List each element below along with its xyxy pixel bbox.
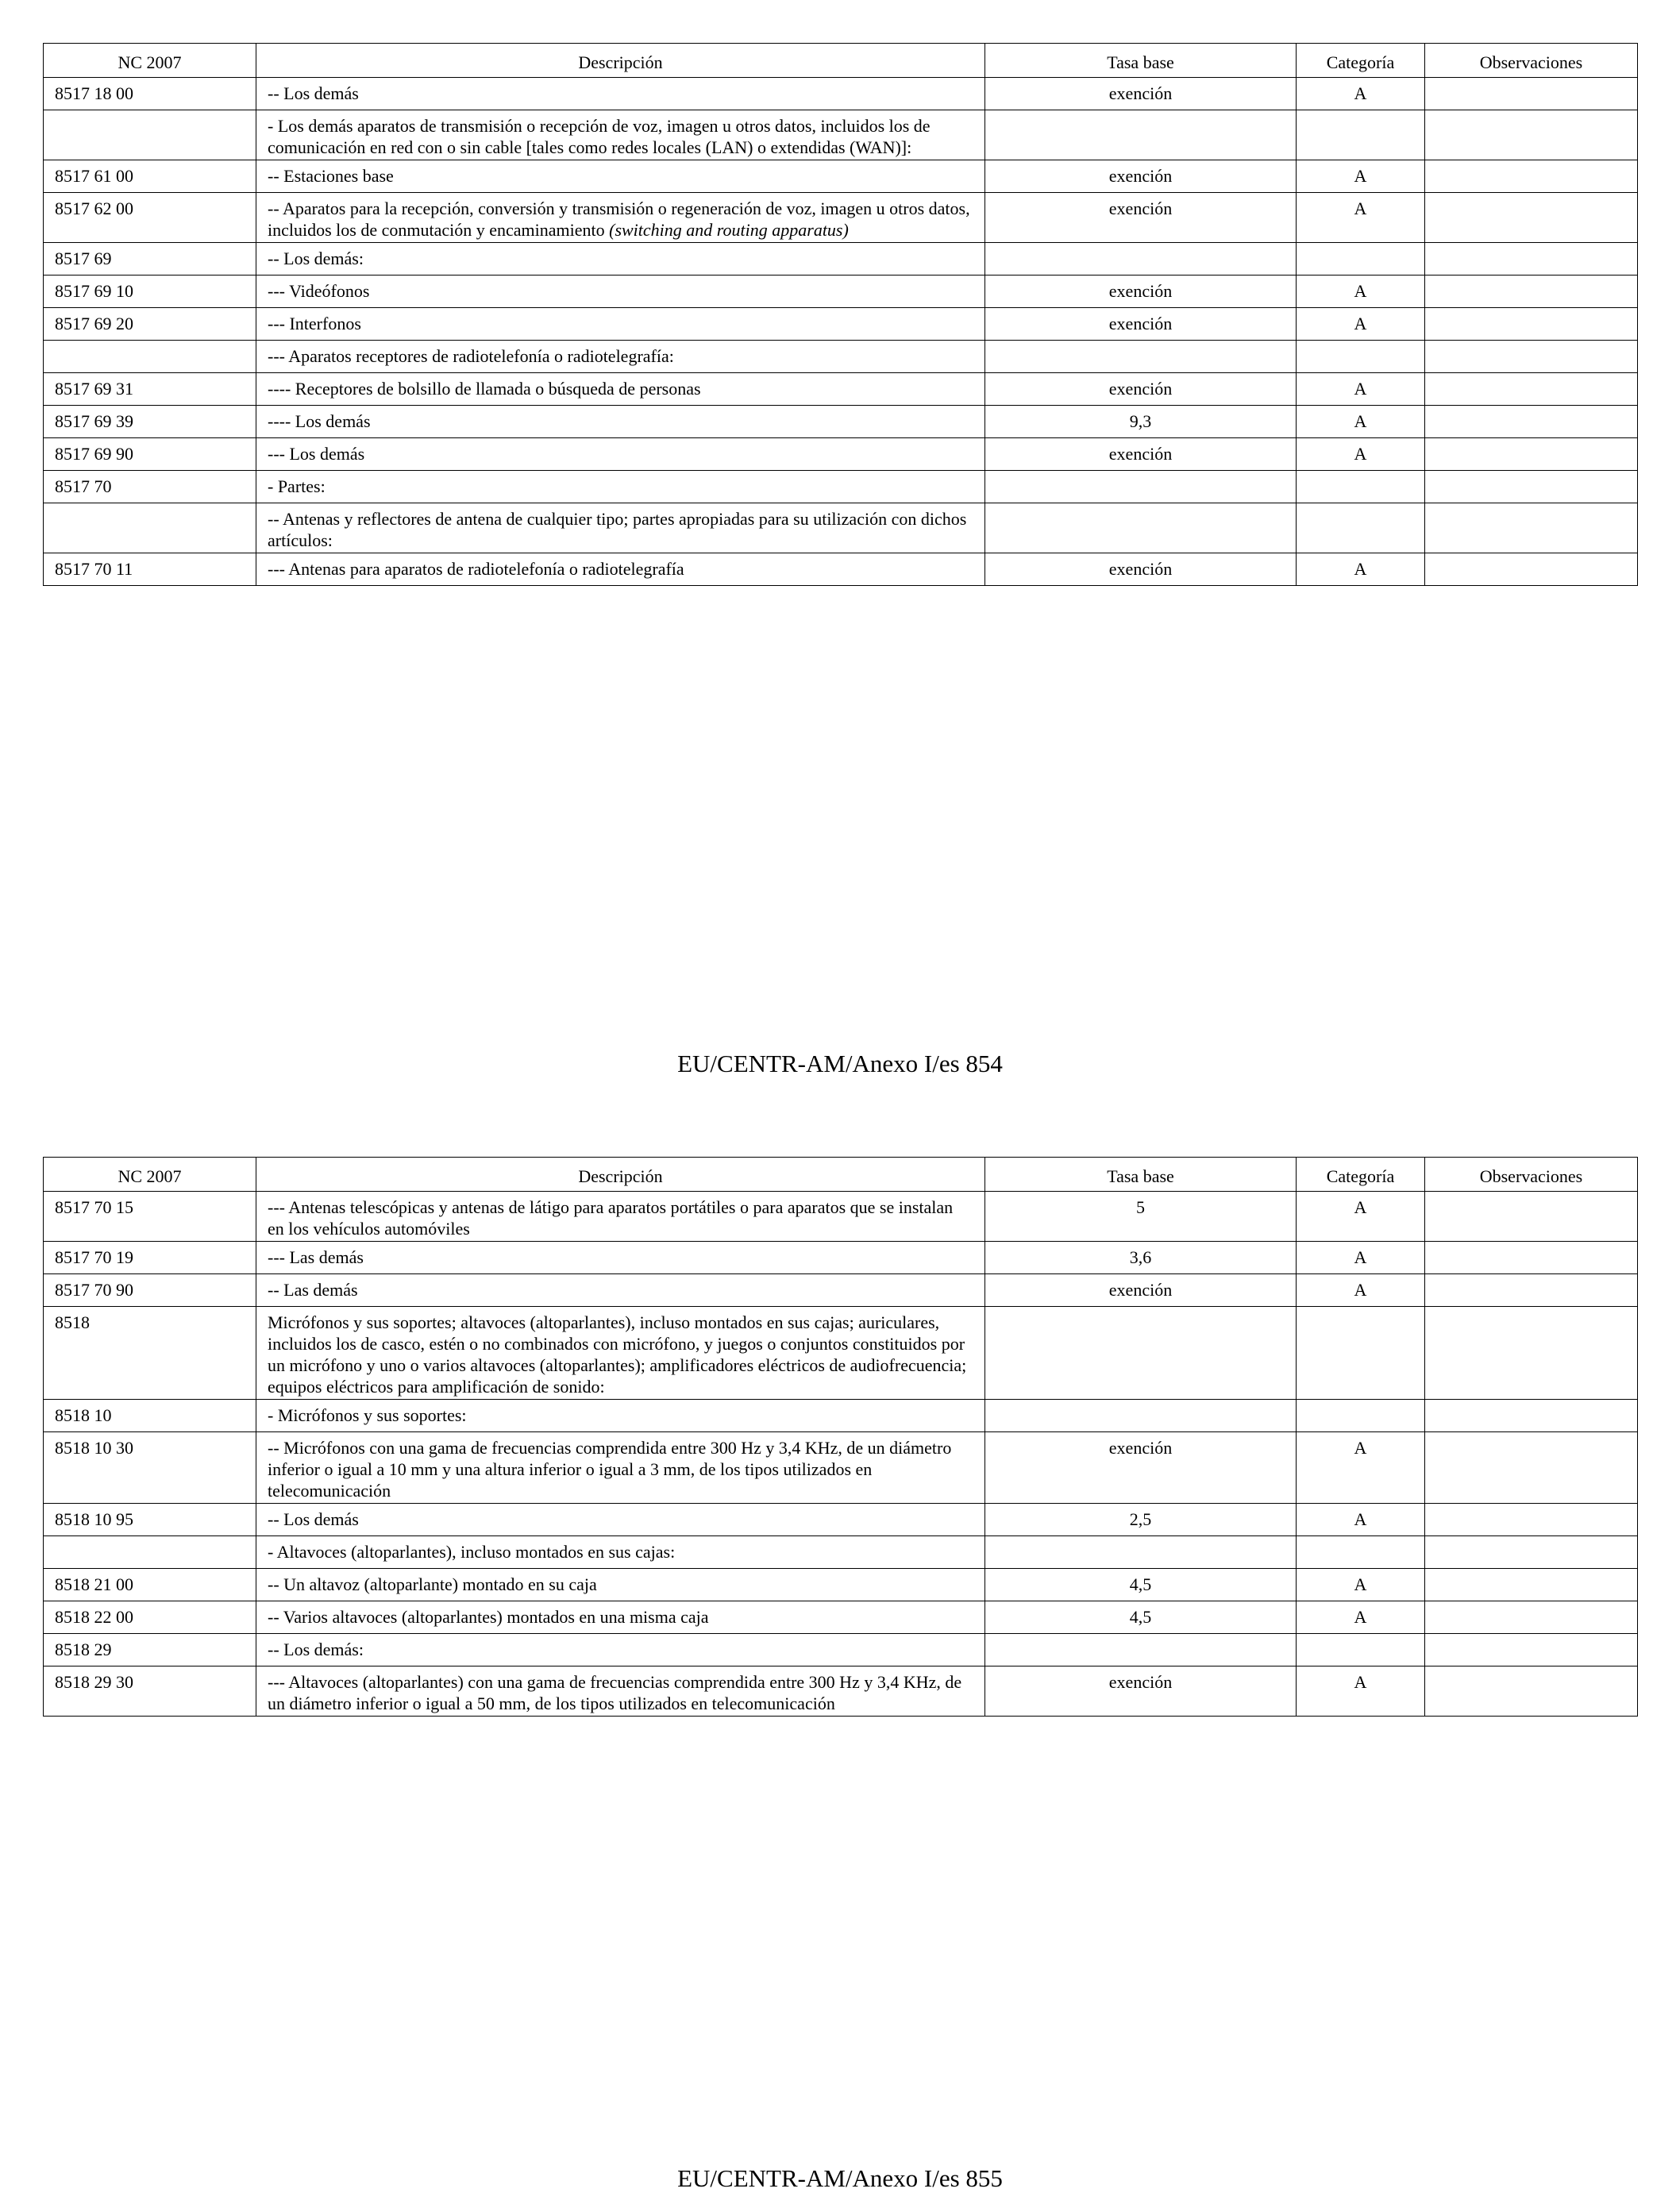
base-rate-cell: 4,5 xyxy=(985,1569,1297,1601)
description-cell: -- Antenas y reflectores de antena de cualquier tipo; partes apropiadas para su utilización con dichos artículos: xyxy=(256,503,985,553)
table-row xyxy=(44,1536,1638,1569)
observations-cell xyxy=(1425,341,1638,373)
description-cell: -- Estaciones base xyxy=(256,160,985,193)
category-cell xyxy=(1297,503,1425,553)
base-rate-cell: exención xyxy=(985,438,1297,471)
description-cell: --- Antenas para aparatos de radiotelefonía o radiotelegrafía xyxy=(256,553,985,586)
description-cell: --- Aparatos receptores de radiotelefonía o radiotelegrafía: xyxy=(256,341,985,373)
base-rate-cell xyxy=(985,110,1297,160)
description-cell: - Partes: xyxy=(256,471,985,503)
observations-cell xyxy=(1425,78,1638,110)
category-cell: A xyxy=(1297,78,1425,110)
table-row xyxy=(44,1634,1638,1666)
description-cell: -- Los demás xyxy=(256,1504,985,1536)
description-cell: -- Los demás: xyxy=(256,243,985,276)
base-rate-cell: 4,5 xyxy=(985,1601,1297,1634)
category-cell: A xyxy=(1297,1432,1425,1504)
nc-code-cell: 8517 69 90 xyxy=(44,438,256,471)
category-cell xyxy=(1297,1536,1425,1569)
base-rate-cell: 5 xyxy=(985,1192,1297,1242)
observations-cell xyxy=(1425,110,1638,160)
observations-cell xyxy=(1425,1504,1638,1536)
category-cell: A xyxy=(1297,1242,1425,1274)
category-cell xyxy=(1297,110,1425,160)
observations-cell xyxy=(1425,1601,1638,1634)
observations-cell xyxy=(1425,438,1638,471)
observations-cell xyxy=(1425,1634,1638,1666)
base-rate-cell: exención xyxy=(985,1432,1297,1504)
category-cell: A xyxy=(1297,373,1425,406)
nc-code-cell: 8518 22 00 xyxy=(44,1601,256,1634)
description-italic-text: (switching and routing apparatus) xyxy=(609,220,849,240)
table-header-row xyxy=(44,44,1638,78)
table-body xyxy=(44,1192,1638,1717)
base-rate-cell: exención xyxy=(985,1274,1297,1307)
base-rate-cell xyxy=(985,243,1297,276)
nc-code-cell: 8518 21 00 xyxy=(44,1569,256,1601)
category-cell xyxy=(1297,1634,1425,1666)
table-row xyxy=(44,193,1638,243)
observations-cell xyxy=(1425,1569,1638,1601)
nc-code-cell: 8517 69 xyxy=(44,243,256,276)
description-cell: -- Micrófonos con una gama de frecuencias comprendida entre 300 Hz y 3,4 KHz, de un diámetro inferior o igual a 10 mm y una altura inferior o igual a 3 mm, de los tipos utilizados en telecomunicación xyxy=(256,1432,985,1504)
description-cell: --- Interfonos xyxy=(256,308,985,341)
observations-cell xyxy=(1425,308,1638,341)
table-row xyxy=(44,1242,1638,1274)
observations-cell xyxy=(1425,471,1638,503)
category-cell xyxy=(1297,471,1425,503)
nc-code-cell: 8517 70 15 xyxy=(44,1192,256,1242)
nc-code-cell xyxy=(44,110,256,160)
base-rate-cell: 3,6 xyxy=(985,1242,1297,1274)
observations-cell xyxy=(1425,1666,1638,1717)
base-rate-cell xyxy=(985,503,1297,553)
observations-cell xyxy=(1425,1274,1638,1307)
nc-code-cell: 8518 29 xyxy=(44,1634,256,1666)
base-rate-cell: exención xyxy=(985,373,1297,406)
description-cell: -- Un altavoz (altoparlante) montado en su caja xyxy=(256,1569,985,1601)
nc-code-cell: 8517 69 39 xyxy=(44,406,256,438)
description-cell: Micrófonos y sus soportes; altavoces (altoparlantes), incluso montados en sus cajas; auriculares, incluidos los de casco, estén o no combinados con micrófono, y juegos o conjuntos constituidos por un micrófono y uno o varios altavoces (altoparlantes); amplificadores eléctricos de audiofrecuencia; equipos eléctricos para amplificación de sonido: xyxy=(256,1307,985,1400)
observations-cell xyxy=(1425,1242,1638,1274)
nc-code-cell: 8517 18 00 xyxy=(44,78,256,110)
table-body xyxy=(44,78,1638,586)
header-observaciones: Observaciones xyxy=(1425,44,1638,78)
category-cell xyxy=(1297,1307,1425,1400)
description-cell: -- Los demás: xyxy=(256,1634,985,1666)
description-cell xyxy=(256,193,985,243)
category-cell xyxy=(1297,1400,1425,1432)
nc-code-cell: 8518 10 30 xyxy=(44,1432,256,1504)
table-row xyxy=(44,503,1638,553)
nc-code-cell: 8517 70 19 xyxy=(44,1242,256,1274)
tariff-table-page-854 xyxy=(43,43,1638,586)
nc-code-cell xyxy=(44,503,256,553)
description-cell: --- Altavoces (altoparlantes) con una gama de frecuencias comprendida entre 300 Hz y 3,4 KHz, de un diámetro inferior o igual a 50 mm, de los tipos utilizados en telecomunicación xyxy=(256,1666,985,1717)
description-cell: ---- Receptores de bolsillo de llamada o búsqueda de personas xyxy=(256,373,985,406)
header-tasa-base: Tasa base xyxy=(985,1158,1297,1192)
observations-cell xyxy=(1425,193,1638,243)
category-cell: A xyxy=(1297,1504,1425,1536)
category-cell: A xyxy=(1297,406,1425,438)
header-categoria: Categoría xyxy=(1297,44,1425,78)
nc-code-cell: 8518 29 30 xyxy=(44,1666,256,1717)
header-categoria: Categoría xyxy=(1297,1158,1425,1192)
base-rate-cell xyxy=(985,1536,1297,1569)
observations-cell xyxy=(1425,243,1638,276)
observations-cell xyxy=(1425,503,1638,553)
observations-cell xyxy=(1425,373,1638,406)
base-rate-cell: exención xyxy=(985,193,1297,243)
category-cell: A xyxy=(1297,553,1425,586)
description-cell: --- Las demás xyxy=(256,1242,985,1274)
table-row xyxy=(44,553,1638,586)
nc-code-cell: 8517 70 11 xyxy=(44,553,256,586)
category-cell: A xyxy=(1297,1192,1425,1242)
page-footer-855: EU/CENTR-AM/Anexo I/es 855 xyxy=(677,2164,1003,2192)
description-cell: --- Los demás xyxy=(256,438,985,471)
base-rate-cell: exención xyxy=(985,553,1297,586)
category-cell xyxy=(1297,341,1425,373)
category-cell: A xyxy=(1297,1274,1425,1307)
header-tasa-base: Tasa base xyxy=(985,44,1297,78)
header-nc-2007: NC 2007 xyxy=(44,44,256,78)
base-rate-cell xyxy=(985,1400,1297,1432)
description-cell: - Micrófonos y sus soportes: xyxy=(256,1400,985,1432)
base-rate-cell: exención xyxy=(985,276,1297,308)
category-cell xyxy=(1297,243,1425,276)
nc-code-cell: 8517 70 90 xyxy=(44,1274,256,1307)
tariff-table-page-855 xyxy=(43,1157,1638,1717)
nc-code-cell: 8517 62 00 xyxy=(44,193,256,243)
observations-cell xyxy=(1425,553,1638,586)
header-descripcion: Descripción xyxy=(256,1158,985,1192)
observations-cell xyxy=(1425,406,1638,438)
observations-cell xyxy=(1425,1400,1638,1432)
table-row xyxy=(44,1274,1638,1307)
category-cell: A xyxy=(1297,193,1425,243)
table-row xyxy=(44,1569,1638,1601)
base-rate-cell: exención xyxy=(985,1666,1297,1717)
observations-cell xyxy=(1425,1307,1638,1400)
table-row xyxy=(44,1192,1638,1242)
header-observaciones: Observaciones xyxy=(1425,1158,1638,1192)
base-rate-cell xyxy=(985,1634,1297,1666)
table-row xyxy=(44,1601,1638,1634)
base-rate-cell: exención xyxy=(985,78,1297,110)
description-cell: -- Los demás xyxy=(256,78,985,110)
nc-code-cell: 8518 10 95 xyxy=(44,1504,256,1536)
observations-cell xyxy=(1425,1192,1638,1242)
table-row xyxy=(44,1504,1638,1536)
description-cell: - Altavoces (altoparlantes), incluso montados en sus cajas: xyxy=(256,1536,985,1569)
table-row xyxy=(44,1666,1638,1717)
table-row xyxy=(44,471,1638,503)
header-nc-2007: NC 2007 xyxy=(44,1158,256,1192)
base-rate-cell: exención xyxy=(985,308,1297,341)
category-cell: A xyxy=(1297,1666,1425,1717)
description-cell: --- Videófonos xyxy=(256,276,985,308)
base-rate-cell xyxy=(985,1307,1297,1400)
description-cell: ---- Los demás xyxy=(256,406,985,438)
table-row xyxy=(44,243,1638,276)
nc-code-cell xyxy=(44,1536,256,1569)
table-row xyxy=(44,308,1638,341)
table-row xyxy=(44,160,1638,193)
description-cell: --- Antenas telescópicas y antenas de látigo para aparatos portátiles o para aparatos que se instalan en los vehículos automóviles xyxy=(256,1192,985,1242)
nc-code-cell: 8517 61 00 xyxy=(44,160,256,193)
base-rate-cell xyxy=(985,471,1297,503)
table-row xyxy=(44,276,1638,308)
table-row xyxy=(44,406,1638,438)
observations-cell xyxy=(1425,1536,1638,1569)
description-cell: -- Varios altavoces (altoparlantes) montados en una misma caja xyxy=(256,1601,985,1634)
base-rate-cell: 9,3 xyxy=(985,406,1297,438)
nc-code-cell: 8517 69 20 xyxy=(44,308,256,341)
table-row xyxy=(44,341,1638,373)
nc-code-cell xyxy=(44,341,256,373)
table-row xyxy=(44,373,1638,406)
category-cell: A xyxy=(1297,160,1425,193)
table-row xyxy=(44,1307,1638,1400)
base-rate-cell: 2,5 xyxy=(985,1504,1297,1536)
category-cell: A xyxy=(1297,1601,1425,1634)
header-descripcion: Descripción xyxy=(256,44,985,78)
table-row xyxy=(44,78,1638,110)
observations-cell xyxy=(1425,160,1638,193)
description-text: -- Aparatos para la recepción, conversión y transmisión o regeneración de voz, imagen u otros datos, incluidos los de conmutación y encaminamiento xyxy=(268,198,970,240)
table-header-row xyxy=(44,1158,1638,1192)
nc-code-cell: 8517 70 xyxy=(44,471,256,503)
nc-code-cell: 8517 69 10 xyxy=(44,276,256,308)
category-cell: A xyxy=(1297,438,1425,471)
table-row xyxy=(44,438,1638,471)
category-cell: A xyxy=(1297,308,1425,341)
base-rate-cell: exención xyxy=(985,160,1297,193)
table-row xyxy=(44,1400,1638,1432)
category-cell: A xyxy=(1297,276,1425,308)
table-row xyxy=(44,110,1638,160)
observations-cell xyxy=(1425,276,1638,308)
nc-code-cell: 8518 xyxy=(44,1307,256,1400)
description-cell: - Los demás aparatos de transmisión o recepción de voz, imagen u otros datos, incluidos los de comunicación en red con o sin cable [tales como redes locales (LAN) o extendidas (WAN)]: xyxy=(256,110,985,160)
nc-code-cell: 8518 10 xyxy=(44,1400,256,1432)
page-footer-854: EU/CENTR-AM/Anexo I/es 854 xyxy=(677,1050,1003,1077)
observations-cell xyxy=(1425,1432,1638,1504)
table-row xyxy=(44,1432,1638,1504)
nc-code-cell: 8517 69 31 xyxy=(44,373,256,406)
base-rate-cell xyxy=(985,341,1297,373)
category-cell: A xyxy=(1297,1569,1425,1601)
description-cell: -- Las demás xyxy=(256,1274,985,1307)
